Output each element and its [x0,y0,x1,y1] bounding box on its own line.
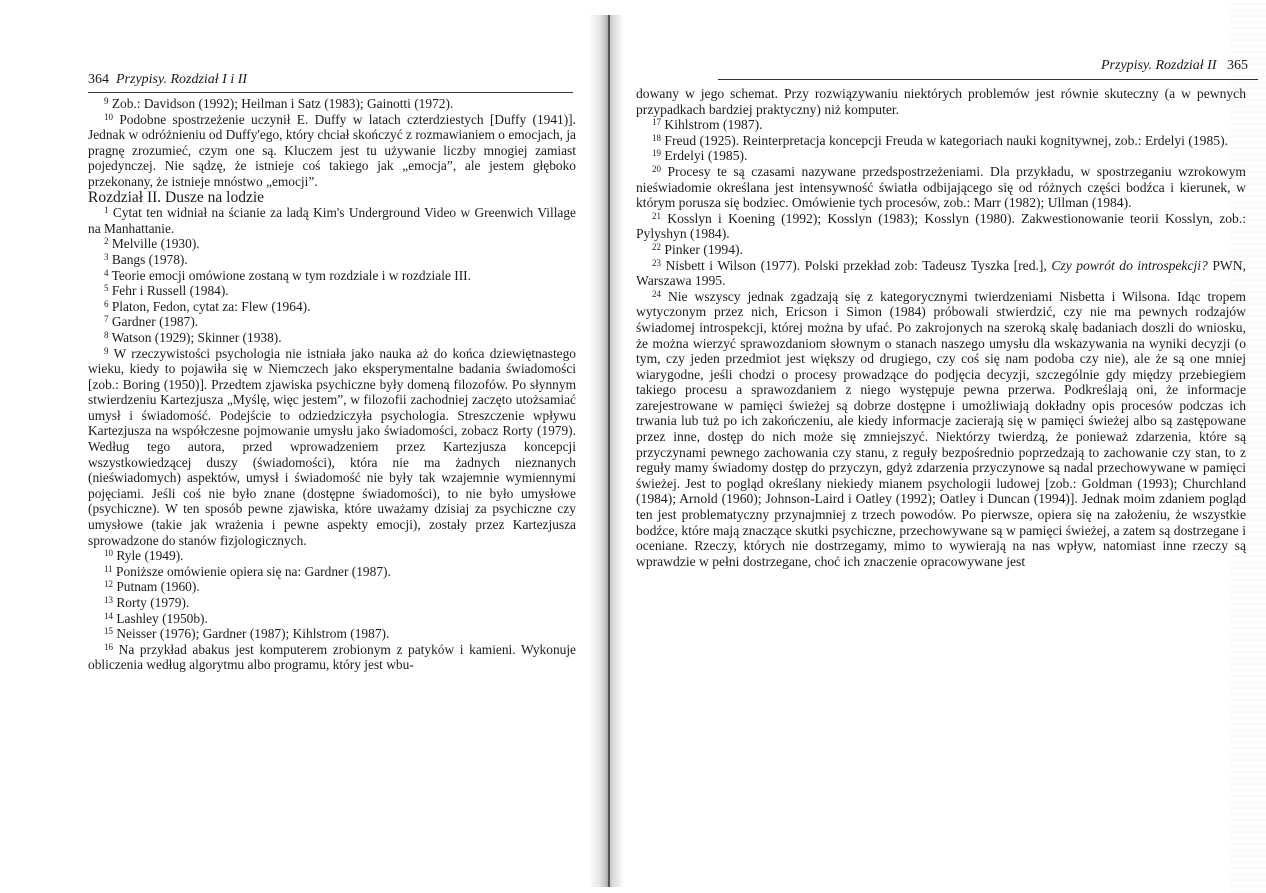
book-gutter-line [608,15,610,887]
footnote: $^{10}$ Podobne spostrzeżenie uczynił E. Duffy w latach czterdziestych [Duffy (1941)]. Jednak w odróżnieniu od Duffy'ego, który chciał skończyć z rozmawianiem o emocjach, ja pragnę zrozumieć, czym one są. Kluczem jest tu używanie liczby mnogiej zamiast pojedynczej. Nie sądzę, że istnieje coś takiego jak „emocja”, ale jestem głęboko przekonany, że istnieje mnóstwo „emocji”. [88,111,576,189]
footnote: $^{13}$ Rorty (1979). [104,595,190,610]
italic-title: Czy powrót do introspekcji? [1051,257,1208,273]
left-page [0,0,600,893]
footnote: $^{11}$ Poniższe omówienie opiera się na: Gardner (1987). [104,563,391,579]
right-head-rule [718,79,1258,80]
footnote: $^{16}$ Na przykład abakus jest komputerem zrobionym z patyków i kamieni. Wykonuje obliczenia według algorytmu albo programu, który jest wbu- [88,641,577,673]
footnote: $^6$ Platon, Fedon, cytat za: Flew (1964). [104,298,311,314]
right-running-title: Przypisy. Rozdział II [1101,58,1217,73]
right-running-head [928,58,1248,74]
footnote: $^5$ Fehr i Russell (1984). [104,283,229,299]
footnote-continuation: dowany w jego schemat. Przy rozwiązywaniu niektórych problemów jest równie skuteczny (a w pewnych przypadkach bardziej praktyczny) niż komputer. [636,86,1246,117]
footnote: $^{21}$ Kosslyn i Koening (1992); Kosslyn (1983); Kosslyn (1980). Zakwestionowanie teorii Kosslyn, zob.: Pylyshyn (1984). [636,210,1246,242]
footnote: $^{14}$ Lashley (1950b). [104,610,208,626]
footnote: $^7$ Gardner (1987). [104,314,199,330]
left-page-number: 364 [88,72,109,87]
footnote: $^{20}$ Procesy te są czasami nazywane przedspostrzeżeniami. Dla przykładu, w spostrzeganiu wzrokowym nieświadomie określana jest intensywność światła odbijającego się od różnych części bodźca i kierunek, w którym porusza się bodziec. Omówienie tych procesów, zob.: Marr (1982); Ullman (1984). [636,163,1246,211]
left-running-head [88,72,573,88]
footnote: $^{22}$ Pinker (1994). [652,241,743,257]
notes-chapter1-end [88,96,576,190]
footnote: $^{18}$ Freud (1925). Reinterpretacja koncepcji Freuda w kategoriach nauki kognitywnej, zob.: Erdelyi (1985). [652,132,1228,148]
section-title: Rozdział II. Dusze na lodzie [88,188,265,206]
right-page-number: 365 [1227,58,1248,73]
right-page [614,0,1266,893]
footnote: $^{24}$ Nie wszyscy jednak zgadzają się z kategorycznymi twierdzeniami Nisbetta i Wilsona. Idąc tropem wytyczonym przez nich, Ericson i Simon (1984) próbowali stwierdzić, czy nie ma pewnych rodzajów świadomej introspekcji, której można by ufać. Po zakrojonych na szeroką skalę badaniach doszli do wniosku, że można wierzyć sprawozdaniom słownym o stanach naszego umysłu dla wskazywania na wyniki decyzji (o tym, czy jeden przedmiot jest większy od drugiego, czy coś się nam podoba czy nie), ale że są one mniej wiarygodne, jeśli chodzi o procesy prowadzące do podjęcia decyzji, szczególnie gdy między przebiegiem takiego procesu a sprawozdaniem z niego występuje pewna przerwa. Podkreślają oni, że informacje zarejestrowane w pamięci świeżej są dobrze dostępne i umożliwiają dokładny opis procesów podczas ich trwania lub tuż po ich zakończeniu, ale kiedy informacje zacierają się w pamięci świeżej albo są zastępowane przez inne, dostęp do nich może się zmniejszyć. Niektórzy twierdzą, że ponieważ zdarzenia, które są przyczynami pewnego zachowania czy stanu, z reguły bezpośrednio poprzedzają to zachowanie czy stan, to z reguły mamy świadomy dostęp do przyczyn, gdyż zdarzenia przyczynowe są nadal przechowywane w pamięci świeżej. Jest to pogląd określany niekiedy mianem psychologii ludowej [zob.: Goldman (1993); Churchland (1984); Arnold (1960); Johnson-Laird i Oatley (1992); Oatley i Duncan (1994)]. Jednak moim zdaniem pogląd ten jest problematyczny przynajmniej z trzech powodów. Po pierwsze, opiera się na założeniu, że wszystkie bodźce, które mają znaczące skutki psychiczne, przechowywane są w pamięci świeżej, a zatem są dostrzegane i oceniane. Rzeczy, których nie dostrzegamy, mimo to wywierają na nas wpływ, natomiast inne rzeczy są wprawdzie w pełni dostrzegane, choć ich znaczenie opracowywane jest [636,288,1246,569]
notes-chapter2 [88,205,576,673]
left-running-title: Przypisy. Rozdział I i II [116,72,248,87]
footnote: $^{15}$ Neisser (1976); Gardner (1987); Kihlstrom (1987). [104,626,390,642]
footnote: $^9$ Zob.: Davidson (1992); Heilman i Satz (1983); Gainotti (1972). [104,96,454,111]
footnote: $^{23}$ Nisbett i Wilson (1977). Polski przekład zob: Tadeusz Tyszka [red.], Czy powrót do introspekcji? PWN, Warszawa 1995. [636,257,1246,289]
footnote: $^9$ W rzeczywistości psychologia nie istniała jako nauka aż do końca dziewiętnastego wieku, kiedy to pojawiła się w Niemczech jako eksperymentalne badania świadomości [zob.: Boring (1950)]. Przedtem zjawiska psychiczne były domeną filozofów. Po słynnym stwierdzeniu Kartezjusza „Myślę, więc jestem”, w filozofii zachodniej zaczęto utożsamiać umysł i świadomość. Podejście to odziedziczyła psychologia. Streszczenie wpływu Kartezjusza na współczesne pojmowanie umysłu jako świadomości, zobacz Rorty (1979). Według tego autora, przed wprowadzeniem przez Kartezjusza koncepcji wszystkowiedzącej duszy (świadomości), która nie ma żadnych nieznanych (nieświadomych) aspektów, umysł i świadomość nie były tak wzajemnie wymiennymi pojęciami. Jeśli coś nie było znane (dostępne świadomości), to nie było umysłowe (psychiczne). W ten sposób pewne zjawiska, które uważamy dzisiaj za psychiczne czy umysłowe (takie jak wrażenia i pewne aspekty emocji), zostały przez Kartezjusza sprowadzone do stanów fizjologicznych. [88,345,576,548]
footnote: $^{12}$ Putnam (1960). [104,579,200,595]
footnote: $^{17}$ Kihlstrom (1987). [652,117,763,133]
left-text-column [88,96,576,673]
footnote: $^{10}$ Ryle (1949). [104,548,184,564]
footnote: $^4$ Teorie emocji omówione zostaną w tym rozdziale i w rozdziale III. [104,267,471,283]
footnote: $^1$ Cytat ten widniał na ścianie za ladą Kim's Underground Video w Greenwich Village na Manhattanie. [88,205,576,236]
left-head-rule [88,92,573,93]
footnote: $^{19}$ Erdelyi (1985). [652,148,748,164]
footnote: $^3$ Bangs (1978). [104,251,188,267]
footnote: $^8$ Watson (1929); Skinner (1938). [104,329,282,345]
footnote: $^2$ Melville (1930). [104,236,200,252]
right-text-column [636,86,1246,569]
